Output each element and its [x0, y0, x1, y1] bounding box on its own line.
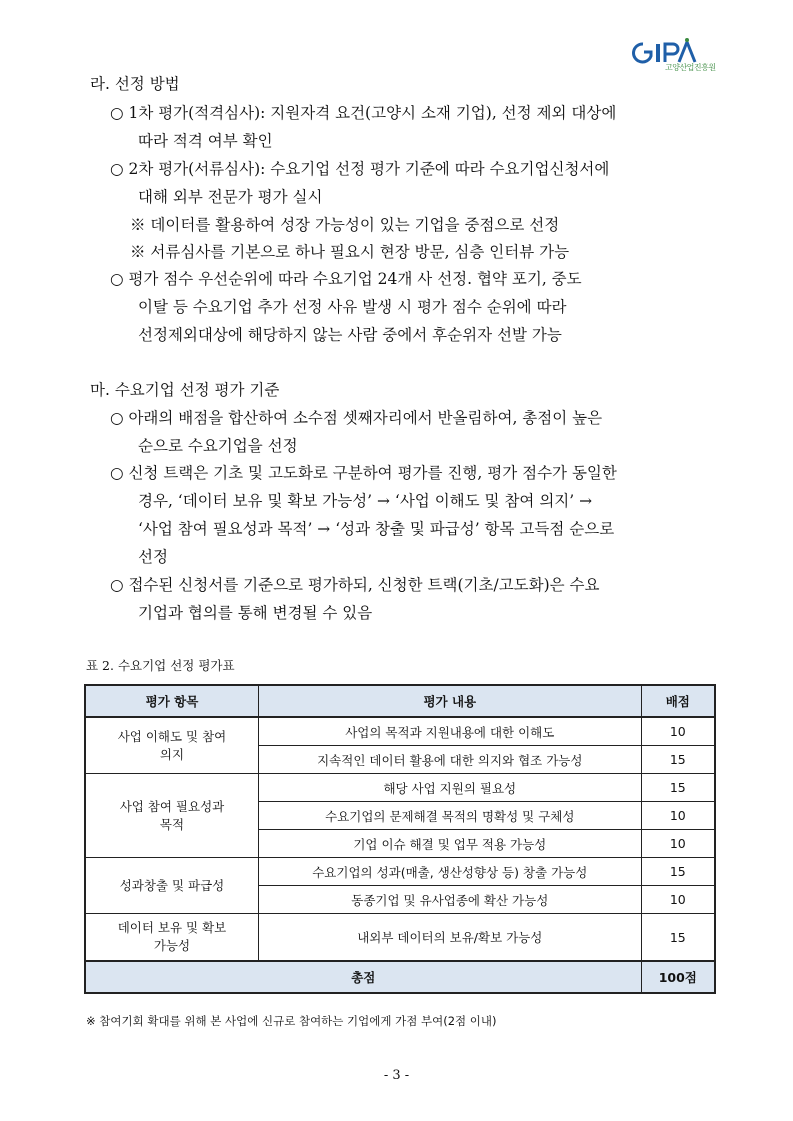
- total-label: 총점: [85, 961, 641, 993]
- section-title-ra: 라. 선정 방법: [90, 75, 180, 93]
- category-cell: [85, 914, 258, 962]
- content-cell: 동종기업 및 유사업종에 확산 가능성: [258, 886, 641, 914]
- score-cell: 10: [641, 717, 715, 746]
- bullet-line: 선정: [138, 548, 168, 566]
- page-number: - 3 -: [383, 1068, 410, 1083]
- logo-subtitle: 고양산업진흥원: [665, 63, 716, 72]
- table-row: [85, 774, 715, 802]
- bullet-line: 대해 외부 전문가 평가 실시: [138, 188, 323, 206]
- bullet-line: ○ 아래의 배점을 합산하여 소수점 셋째자리에서 반올림하여, 총점이 높은: [110, 409, 603, 427]
- score-cell: 15: [641, 858, 715, 886]
- score-cell: 10: [641, 802, 715, 830]
- total-value: 100점: [641, 961, 715, 993]
- section-title-ma: 마. 수요기업 선정 평가 기준: [90, 381, 280, 399]
- bullet-line: ○ 평가 점수 우선순위에 따라 수요기업 24개 사 선정. 협약 포기, 중도: [110, 270, 582, 288]
- bullet-line: 순으로 수요기업을 선정: [138, 437, 298, 455]
- score-cell: 10: [641, 830, 715, 858]
- category-line: 성과창출 및 파급성: [119, 877, 225, 893]
- table-header-row: [85, 685, 715, 717]
- header-category: 평가 항목: [85, 685, 258, 717]
- table-footnote: ※ 참여기회 확대를 위해 본 사업에 신규로 참여하는 기업에게 가점 부여(2점 이내): [86, 1014, 497, 1028]
- gipa-logo: [629, 36, 719, 76]
- score-cell: 15: [641, 774, 715, 802]
- bullet-line: ○ 접수된 신청서를 기준으로 평가하되, 신청한 트랙(기초/고도화)은 수요: [110, 576, 600, 594]
- table-row: [85, 717, 715, 746]
- table-caption: 표 2. 수요기업 선정 평가표: [86, 658, 235, 673]
- bullet-line: ○ 1차 평가(적격심사): 지원자격 요건(고양시 소재 기업), 선정 제외 대상에: [110, 104, 617, 122]
- bullet-line: 선정제외대상에 해당하지 않는 사람 중에서 후순위자 선발 가능: [138, 326, 562, 344]
- category-line: 사업 참여 필요성과: [119, 798, 225, 814]
- category-line: 목적: [159, 816, 185, 832]
- table-row: [85, 914, 715, 962]
- table-row: [85, 858, 715, 886]
- content-cell: 기업 이슈 해결 및 업무 적용 가능성: [258, 830, 641, 858]
- bullet-line: ‘사업 참여 필요성과 목적’ → ‘성과 창출 및 파급성’ 항목 고득점 순으로: [138, 520, 615, 538]
- content-cell: 수요기업의 성과(매출, 생산성향상 등) 창출 가능성: [258, 858, 641, 886]
- category-cell: [85, 717, 258, 774]
- category-line: 의지: [159, 746, 185, 762]
- bullet-line: 경우, ‘데이터 보유 및 확보 가능성’ → ‘사업 이해도 및 참여 의지’ →: [138, 492, 593, 510]
- category-line: 데이터 보유 및 확보: [117, 920, 227, 935]
- header-score: 배점: [641, 685, 715, 717]
- bullet-line: 기업과 협의를 통해 변경될 수 있음: [138, 604, 373, 622]
- category-cell: [85, 858, 258, 914]
- note-line: ※ 서류심사를 기본으로 하나 필요시 현장 방문, 심층 인터뷰 가능: [130, 243, 570, 261]
- evaluation-table: [84, 684, 716, 994]
- content-cell: 수요기업의 문제해결 목적의 명확성 및 구체성: [258, 802, 641, 830]
- note-line: ※ 데이터를 활용하여 성장 가능성이 있는 기업을 중점으로 선정: [130, 216, 560, 234]
- bullet-line: 이탈 등 수요기업 추가 선정 사유 발생 시 평가 점수 순위에 따라: [138, 298, 567, 316]
- bullet-line: ○ 2차 평가(서류심사): 수요기업 선정 평가 기준에 따라 수요기업신청서에: [110, 160, 610, 178]
- score-cell: 15: [641, 746, 715, 774]
- content-cell: 해당 사업 지원의 필요성: [258, 774, 641, 802]
- category-line: 가능성: [153, 938, 191, 953]
- header-content: 평가 내용: [258, 685, 641, 717]
- bullet-line: ○ 신청 트랙은 기초 및 고도화로 구분하여 평가를 진행, 평가 점수가 동일한: [110, 464, 617, 482]
- score-cell: 10: [641, 886, 715, 914]
- content-cell: 사업의 목적과 지원내용에 대한 이해도: [258, 717, 641, 746]
- content-cell: 지속적인 데이터 활용에 대한 의지와 협조 가능성: [258, 746, 641, 774]
- score-cell: 15: [641, 914, 715, 962]
- category-line: 사업 이해도 및 참여: [117, 728, 227, 744]
- total-row: [85, 961, 715, 993]
- content-cell: 내외부 데이터의 보유/확보 가능성: [258, 914, 641, 962]
- category-cell: [85, 774, 258, 858]
- bullet-line: 따라 적격 여부 확인: [138, 132, 273, 150]
